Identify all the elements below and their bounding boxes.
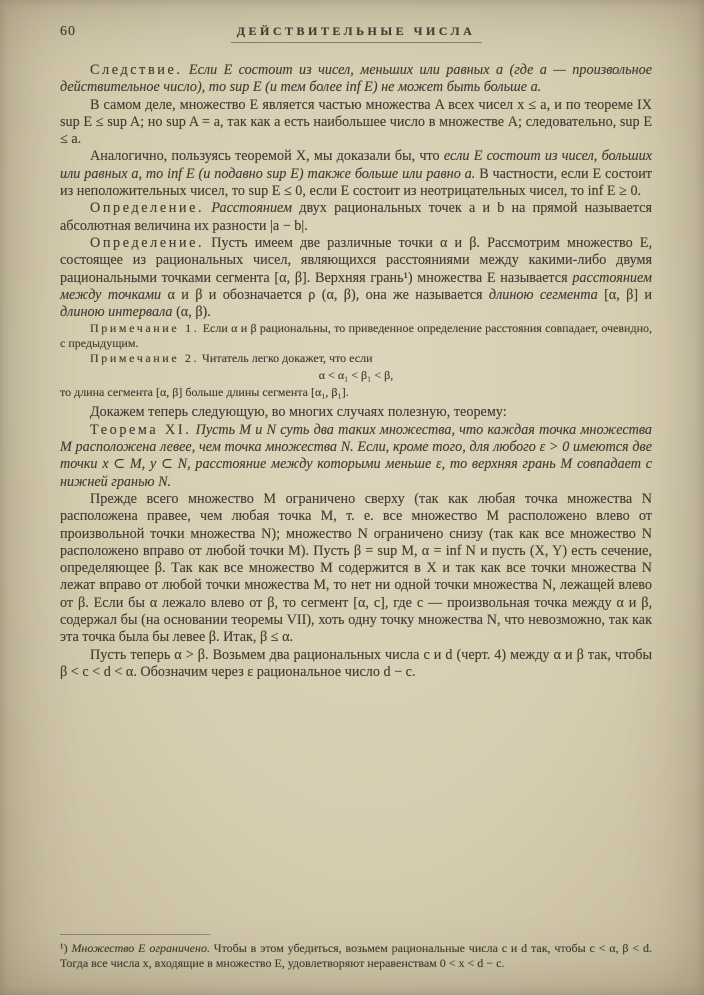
text-segment: Расстоянием: [204, 200, 293, 217]
text-segment: Множество E ограничено.: [71, 941, 210, 956]
final-paragraph: [60, 647, 652, 682]
text-segment: α < α₁ < β₁ < β,: [318, 367, 394, 382]
text-segment: α и β и обозначается ρ (α, β), она же называется: [161, 286, 489, 303]
text-segment: длиною интервала: [60, 304, 173, 321]
page-number: 60: [60, 24, 76, 39]
theorem-proof-paragraph: [60, 491, 652, 647]
text-segment: Читатель легко докажет, что если: [199, 351, 373, 366]
page-body: [60, 62, 652, 681]
footnote-block: [60, 934, 652, 995]
text-segment: Примечание 2.: [90, 351, 200, 366]
text-segment: Если E состоит из чисел, меньших или равных a (где a — произвольное действительное число), то sup E (и тем более inf E) не может быть больше a.: [60, 62, 652, 96]
text-segment: если E состоит из чисел, больших или равных a, то inf E (и подавно sup E) также больше или равно a.: [60, 148, 652, 182]
remark-2-paragraph: [60, 351, 652, 366]
text-segment: Прежде всего множество M ограничено сверху (так как любая точка множества N расположена правее, чем любая точка M, т. е. все множество M расположено влево от произвольной точки множества N); множество N ограничено снизу (так как все множество N расположено вправо от любой точки M). Пусть β = sup M, α = inf N и пусть (X, Y) есть сечение, определяющее β. Так как все множество M содержится в X и так как все точки множества N лежат вправо от любой точки множества M, то нет ни одной точки множества N, лежащей влево от β. Если бы α лежало влево от β, то сегмент [α, c], где c — произвольная точка между α и β, содержал бы (на основании теоремы VII), хоть одну точку множества N, что невозможно, так как эта точка была бы левее β. Итак, β ≤ α.: [60, 490, 652, 646]
intro-theorem-paragraph: [60, 404, 652, 421]
text-segment: Пусть имеем две различные точки α и β. Рассмотрим множество E, состоящее из рациональных чисел, являющихся расстояниями между какими-либо двумя рациональными точками сегмента [α, β]. Верхняя грань¹) множества E называется: [60, 234, 652, 286]
text-segment: двух рациональных точек a и b на прямой называется абсолютная величина их разности |a − b|.: [60, 200, 652, 234]
remark-1-paragraph: [60, 321, 652, 351]
footnote-rule: [60, 934, 210, 935]
text-segment: Пусть M и N суть два таких множества, что каждая точка множества M расположена левее, чем точка множества N. Если, кроме того, для любого ε > 0 имеются две точки x ⊂ M, y ⊂ N, расстояние между которыми меньше ε, то верхняя грань M совпадает с нижней гранью N.: [60, 421, 653, 490]
text-segment: то длина сегмента [α, β] больше длины сегмента [α₁, β₁].: [60, 384, 349, 399]
text-segment: В частности, если E состоит из неположительных чисел, то sup E ≤ 0, если E состоит из неотрицательных чисел, то inf E ≥ 0.: [60, 165, 653, 200]
text-segment: Определение.: [90, 234, 205, 251]
definition-distance-paragraph: [60, 200, 652, 235]
remark-2-continuation: [60, 385, 652, 400]
footnote-1: [60, 941, 652, 971]
text-segment: Пусть теперь α > β. Возьмем два рациональных числа c и d (черт. 4) между α и β так, чтобы β < c < d < α. Обозначим через ε рациональное число d − c.: [60, 646, 652, 680]
analogy-paragraph: [60, 148, 652, 200]
formula-line: [60, 366, 652, 385]
text-segment: Докажем теперь следующую, во многих случаях полезную, теорему:: [90, 404, 507, 421]
theorem-xi-paragraph: [60, 422, 652, 491]
text-segment: расстоянием между точками: [60, 269, 652, 303]
text-segment: Если α и β рациональны, то приведенное определение расстояния совпадает, очевидно, с предыдущим.: [60, 321, 652, 351]
definition-segment-paragraph: [60, 235, 652, 321]
page-header: [60, 20, 652, 50]
text-segment: Аналогично, пользуясь теоремой X, мы доказали бы, что: [90, 148, 444, 165]
text-segment: Теорема XI.: [90, 421, 192, 438]
text-segment: длиною сегмента: [488, 286, 598, 303]
text-segment: (α, β).: [172, 304, 211, 321]
text-segment: Следствие.: [90, 62, 183, 78]
text-segment: ¹): [60, 941, 72, 956]
text-segment: Примечание 1.: [90, 321, 200, 336]
text-segment: Чтобы в этом убедиться, возьмем рациональные числа c и d так, чтобы c < α, β < d. Тогда все числа x, входящие в множество E, удовлетворяют неравенствам 0 < x < d − c.: [60, 941, 652, 971]
text-segment: В самом деле, множество E является частью множества A всех чисел x ≤ a, и по теореме IX sup E ≤ sup A; но sup A = a, так как a есть наибольшее число в множестве A; следовательно, sup E ≤ a.: [60, 96, 652, 148]
proof-paragraph: [60, 97, 652, 149]
corollary-paragraph: [60, 62, 652, 97]
text-segment: Определение.: [90, 200, 205, 217]
running-head: ДЕЙСТВИТЕЛЬНЫЕ ЧИСЛА: [231, 24, 482, 43]
text-segment: [α, β] и: [597, 286, 653, 303]
footnote: [60, 941, 652, 971]
